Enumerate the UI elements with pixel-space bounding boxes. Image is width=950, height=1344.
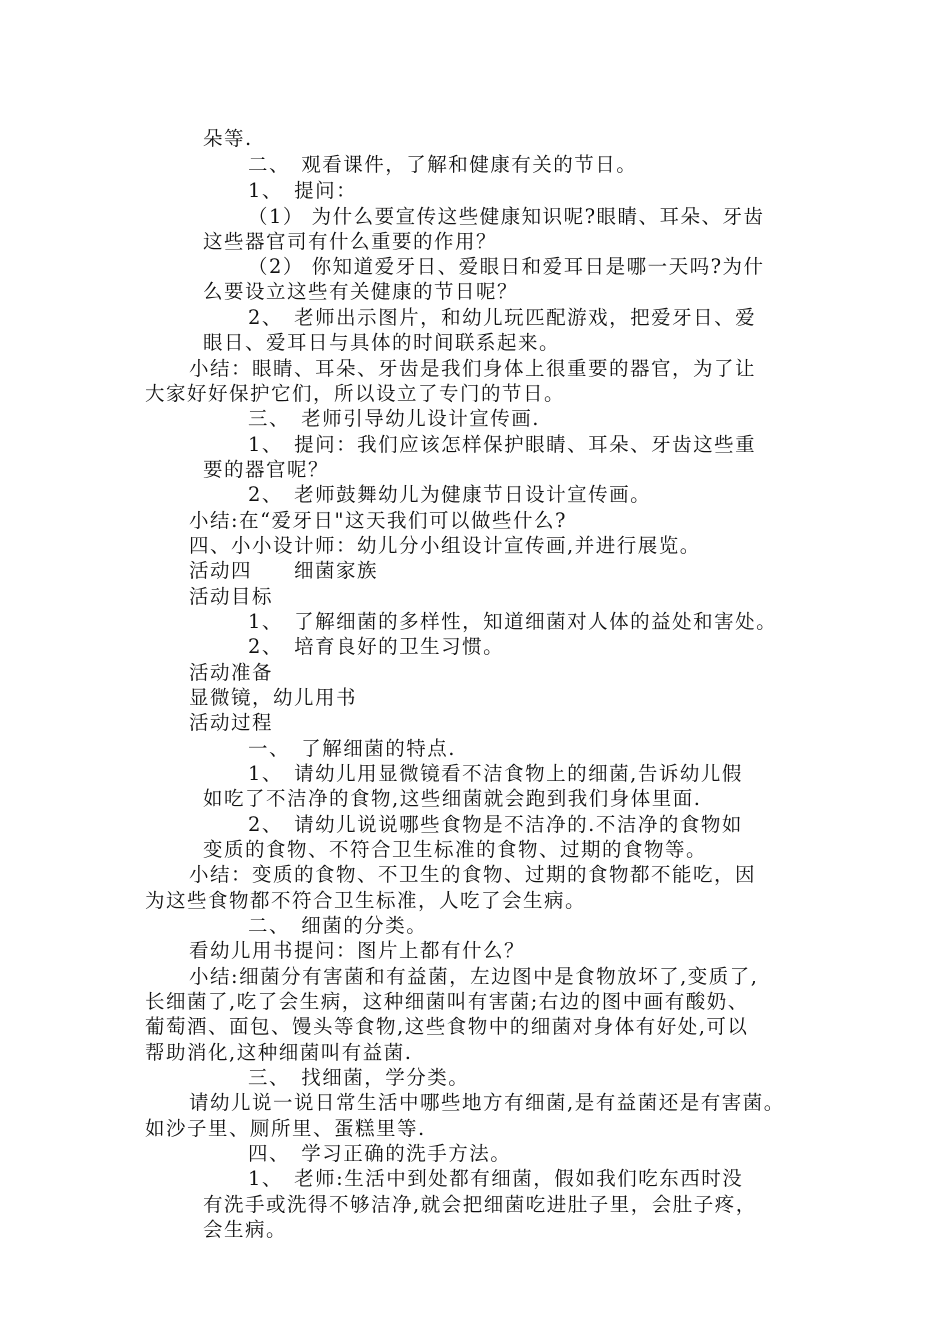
text-line: 小结：眼睛、耳朵、牙齿是我们身体上很重要的器官，为了让 xyxy=(189,357,757,380)
text-line: 活动目标 xyxy=(189,585,274,608)
text-line: 活动准备 xyxy=(189,661,274,684)
text-line: 小结：变质的食物、不卫生的食物、过期的食物都不能吃，因 xyxy=(189,863,757,886)
text-line: 活动过程 xyxy=(189,711,274,734)
text-line: 显微镜，幼儿用书 xyxy=(189,686,358,709)
text-line: 有洗手或洗得不够洁净,就会把细菌吃进肚子里，会肚子疼， xyxy=(203,1193,757,1216)
text-line: 二、 细菌的分类。 xyxy=(248,914,428,937)
text-line: 1、 请幼儿用显微镜看不洁食物上的细菌,告诉幼儿假 xyxy=(248,762,743,785)
text-line: 活动四 细菌家族 xyxy=(189,559,379,582)
text-line: 要的器官呢？ xyxy=(203,458,330,481)
text-line: 小结:在“爱牙日"这天我们可以做些什么? xyxy=(189,509,567,532)
text-line: 二、 观看课件，了解和健康有关的节日。 xyxy=(248,153,638,176)
text-line: 会生病。 xyxy=(203,1218,288,1241)
text-line: （1） 为什么要宣传这些健康知识呢?眼睛、耳朵、牙齿 xyxy=(248,205,765,228)
text-line: 眼日、爱耳日与具体的时间联系起来。 xyxy=(203,331,561,354)
text-line: 为这些食物都不符合卫生标准，人吃了会生病。 xyxy=(145,889,587,912)
text-line: 2、 请幼儿说说哪些食物是不洁净的.不洁净的食物如 xyxy=(248,813,743,836)
text-line: 四、 学习正确的洗手方法。 xyxy=(248,1142,512,1165)
text-line: 朵等. xyxy=(203,127,253,150)
text-line: 大家好好保护它们，所以设立了专门的节日。 xyxy=(145,382,566,405)
text-line: 三、 找细菌，学分类。 xyxy=(248,1066,470,1089)
text-line: 帮助消化,这种细菌叫有益菌. xyxy=(145,1041,413,1064)
text-line: 长细菌了,吃了会生病，这种细菌叫有害菌;右边的图中画有酸奶、 xyxy=(145,990,749,1013)
text-line: 1、 了解细菌的多样性，知道细菌对人体的益处和害处。 xyxy=(248,610,778,633)
text-line: 2、 老师出示图片，和幼儿玩匹配游戏，把爱牙日、爱 xyxy=(248,306,757,329)
text-line: 这些器官司有什么重要的作用？ xyxy=(203,230,498,253)
text-line: 如沙子里、厕所里、蛋糕里等. xyxy=(145,1117,426,1140)
text-line: 葡萄酒、面包、馒头等食物,这些食物中的细菌对身体有好处,可以 xyxy=(145,1015,749,1038)
text-line: 如吃了不洁净的食物,这些细菌就会跑到我们身体里面. xyxy=(203,787,702,810)
text-line: 四、小小设计师：幼儿分小组设计宣传画,并进行展览。 xyxy=(189,534,701,557)
text-line: 1、 老师:生活中到处都有细菌，假如我们吃东西时没 xyxy=(248,1167,744,1190)
text-line: 1、 提问：我们应该怎样保护眼睛、耳朵、牙齿这些重 xyxy=(248,433,757,456)
text-line: 2、 老师鼓舞幼儿为健康节日设计宣传画。 xyxy=(248,483,652,506)
text-line: 一、 了解细菌的特点. xyxy=(248,737,456,760)
text-line: 2、 培育良好的卫生习惯。 xyxy=(248,635,505,658)
text-line: 三、 老师引导幼儿设计宣传画. xyxy=(248,407,540,430)
text-line: 看幼儿用书提问：图片上都有什么？ xyxy=(189,939,526,962)
text-line: （2） 你知道爱牙日、爱眼日和爱耳日是哪一天吗?为什 xyxy=(248,255,765,278)
text-line: 小结:细菌分有害菌和有益菌，左边图中是食物放坏了,变质了, xyxy=(189,965,759,988)
text-line: 变质的食物、不符合卫生标准的食物、过期的食物等。 xyxy=(203,838,708,861)
text-line: 么要设立这些有关健康的节日呢？ xyxy=(203,280,519,303)
text-line: 1、 提问： xyxy=(248,179,358,202)
text-line: 请幼儿说一说日常生活中哪些地方有细菌,是有益菌还是有害菌。 xyxy=(189,1091,785,1114)
